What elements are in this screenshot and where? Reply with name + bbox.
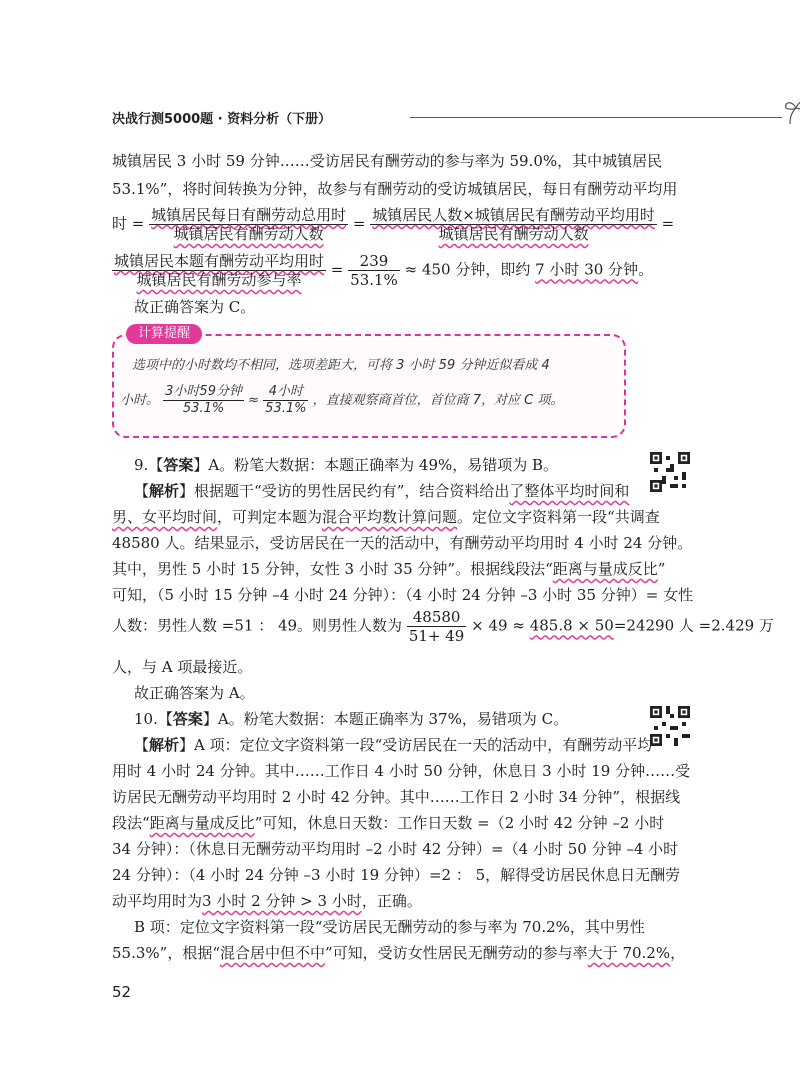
q9-number: 9.【 xyxy=(134,456,164,474)
formula-tail: 。 xyxy=(638,260,654,279)
tip-line: 选项中的小时数均不相同，选项差距大，可将 3 小时 59 分钟近似看成 4 xyxy=(132,358,550,373)
text-span: 段法“ xyxy=(112,814,150,832)
numerator: 239 xyxy=(359,252,389,270)
q9-analysis-line: 可知，（5 小时 15 分钟 –4 小时 24 分钟）：（4 小时 24 分钟 –3 小时 35 分钟）= 女性 xyxy=(112,586,694,604)
text-span: 。定位文字资料第一段“共调查 xyxy=(457,508,660,526)
fraction xyxy=(112,252,326,289)
fraction xyxy=(348,252,400,289)
text-span: 】根据题干“受访的男性居民约有”，结合资料给出 xyxy=(179,482,510,500)
analysis-label: 解析 xyxy=(149,482,180,500)
formula-line-2 xyxy=(112,252,653,289)
header-rule xyxy=(410,117,782,118)
numerator: 4小时 xyxy=(268,384,303,399)
formula-prefix: 时 = xyxy=(112,214,145,233)
approx-sign: ≈ xyxy=(248,393,260,408)
qr-code-icon[interactable] xyxy=(650,452,690,492)
denominator: 53.1% xyxy=(163,400,244,417)
numerator: 3小时59分钟 xyxy=(165,384,242,399)
highlight-span: 混合平均数计算问题 xyxy=(322,508,458,526)
conclusion-line: 故正确答案为 A。 xyxy=(134,684,255,702)
q10-analysis-line xyxy=(112,890,422,912)
highlight-span: 3 小时 2 分钟 > 3 小时 xyxy=(202,892,362,910)
text-span: ” xyxy=(657,560,666,578)
q9-analysis-line: 人，与 A 项最接近。 xyxy=(112,658,253,676)
text-span: 动平均用时为 xyxy=(112,892,203,910)
highlight-span: 混合居中但不中 xyxy=(220,944,326,962)
fraction xyxy=(263,384,308,417)
tip-line xyxy=(120,384,563,417)
answer-label: 答案 xyxy=(163,456,194,474)
q9-analysis-line xyxy=(112,506,660,528)
page-number: 52 xyxy=(112,983,132,1001)
equals-sign: = xyxy=(330,260,344,279)
q10-analysis-line xyxy=(112,942,685,964)
highlight-span: 485.8 × 50 xyxy=(529,616,614,635)
book-title: 决战行测5000题 · 资料分析（下册） xyxy=(112,112,332,127)
text-span: 人数：男性人数 =51 ： 49。则男性人数为 xyxy=(112,616,403,635)
highlight-span: 了整体平均时间和 xyxy=(509,482,630,500)
equals-sign: = xyxy=(352,214,366,233)
tip-suffix: ，直接观察商首位，首位商 7，对应 C 项。 xyxy=(312,393,564,408)
q10-analysis-line xyxy=(112,734,652,756)
q9-analysis-line xyxy=(112,608,774,645)
equals-sign: = xyxy=(661,214,675,233)
denominator: 51+ 49 xyxy=(408,627,465,645)
sprout-icon xyxy=(780,96,800,126)
running-header xyxy=(112,104,712,132)
text-span: ”可知，休息日天数：工作日天数 =（2 小时 42 分钟 –2 小时 xyxy=(254,814,665,832)
text-line: 城镇居民 3 小时 59 分钟……受访居民有酬劳动的参与率为 59.0%，其中城镇居民 xyxy=(112,152,663,170)
answer-label: 答案 xyxy=(172,710,203,728)
denominator: 53.1% xyxy=(265,401,307,416)
highlight-span: 男、女平均时间 xyxy=(112,508,218,526)
analysis-label: 解析 xyxy=(149,736,180,754)
bracket: 【 xyxy=(134,736,150,754)
numerator: 城镇居民每日有酬劳动总用时 xyxy=(151,206,347,224)
q10-analysis-line: 用时 4 小时 24 分钟。其中……工作日 4 小时 50 分钟，休息日 3 小时 19 分钟……受 xyxy=(112,762,691,780)
q10-number: 10.【 xyxy=(134,710,173,728)
q10-analysis-line: 24 分钟）：（4 小时 24 分钟 –3 小时 19 分钟）=2 ： 5，解得受访居民休息日无酬劳 xyxy=(112,866,681,884)
text-span: × 49 ≈ xyxy=(471,616,525,635)
text-span: 55.3%”，根据“ xyxy=(112,944,220,962)
text-span: ，可判定本题为 xyxy=(217,508,323,526)
fraction xyxy=(163,384,244,417)
fraction xyxy=(149,206,348,243)
denominator: 城镇居民有酬劳动人数 xyxy=(370,224,657,243)
bracket: 【 xyxy=(134,482,150,500)
highlight-span: 距离与量成反比 xyxy=(552,560,658,578)
denominator: 城镇居民有酬劳动参与率 xyxy=(112,270,326,289)
answer-text: 】A。粉笔大数据：本题正确率为 49%，易错项为 B。 xyxy=(193,456,559,474)
numerator: 城镇居民人数×城镇居民有酬劳动平均用时 xyxy=(372,206,655,224)
highlight-span: 大于 70.2% xyxy=(587,944,671,962)
q10-answer xyxy=(112,708,568,730)
formula-line-1 xyxy=(112,206,674,243)
q9-analysis-line xyxy=(112,480,629,502)
text-span: ， xyxy=(670,944,686,962)
answer-text: 】A。粉笔大数据：本题正确率为 37%，易错项为 C。 xyxy=(202,710,569,728)
fraction xyxy=(370,206,657,243)
calc-tip-label: 计算提醒 xyxy=(126,324,202,344)
q10-analysis-line: B 项：定位文字资料第一段“受访居民无酬劳动的参与率为 70.2%，其中男性 xyxy=(134,918,645,936)
denominator: 53.1% xyxy=(350,271,398,289)
text-span: 其中，男性 5 小时 15 分钟，女性 3 小时 35 分钟”。根据线段法“ xyxy=(112,560,553,578)
text-line: 53.1%”，将时间转换为分钟，故参与有酬劳动的受访城镇居民，每日有酬劳动平均用 xyxy=(112,180,678,198)
text-span: =24290 人 =2.429 万 xyxy=(613,616,774,635)
fraction xyxy=(407,608,467,645)
text-span: 】A 项：定位文字资料第一段“受访居民在一天的活动中，有酬劳动平均 xyxy=(179,736,653,754)
result-highlight: 7 小时 30 分钟 xyxy=(535,260,639,279)
formula-tail: ≈ 450 分钟，即约 xyxy=(404,260,531,279)
tip-prefix: 小时。 xyxy=(120,393,160,408)
text-span: ”可知，受访女性居民无酬劳动的参与率 xyxy=(325,944,588,962)
denominator: 城镇居民有酬劳动人数 xyxy=(149,224,348,243)
q10-analysis-line xyxy=(112,812,664,834)
highlight-span: 距离与量成反比 xyxy=(149,814,255,832)
q9-analysis-line xyxy=(112,558,665,580)
text-span: ，正确。 xyxy=(361,892,422,910)
conclusion-line: 故正确答案为 C。 xyxy=(134,298,256,316)
q9-analysis-line: 48580 人。结果显示，受访居民在一天的活动中，有酬劳动平均用时 4 小时 24 分钟。 xyxy=(112,534,693,552)
numerator: 城镇居民本题有酬劳动平均用时 xyxy=(114,252,325,270)
q10-analysis-line: 34 分钟）：（休息日无酬劳动平均用时 –2 小时 42 分钟）=（4 小时 50 分钟 –4 小时 xyxy=(112,840,679,858)
q9-answer xyxy=(112,454,558,476)
q10-analysis-line: 访居民无酬劳动平均用时 2 小时 42 分钟。其中……工作日 2 小时 34 分钟”，根据线 xyxy=(112,788,681,806)
qr-code-icon[interactable] xyxy=(650,706,690,746)
numerator: 48580 xyxy=(412,608,461,626)
